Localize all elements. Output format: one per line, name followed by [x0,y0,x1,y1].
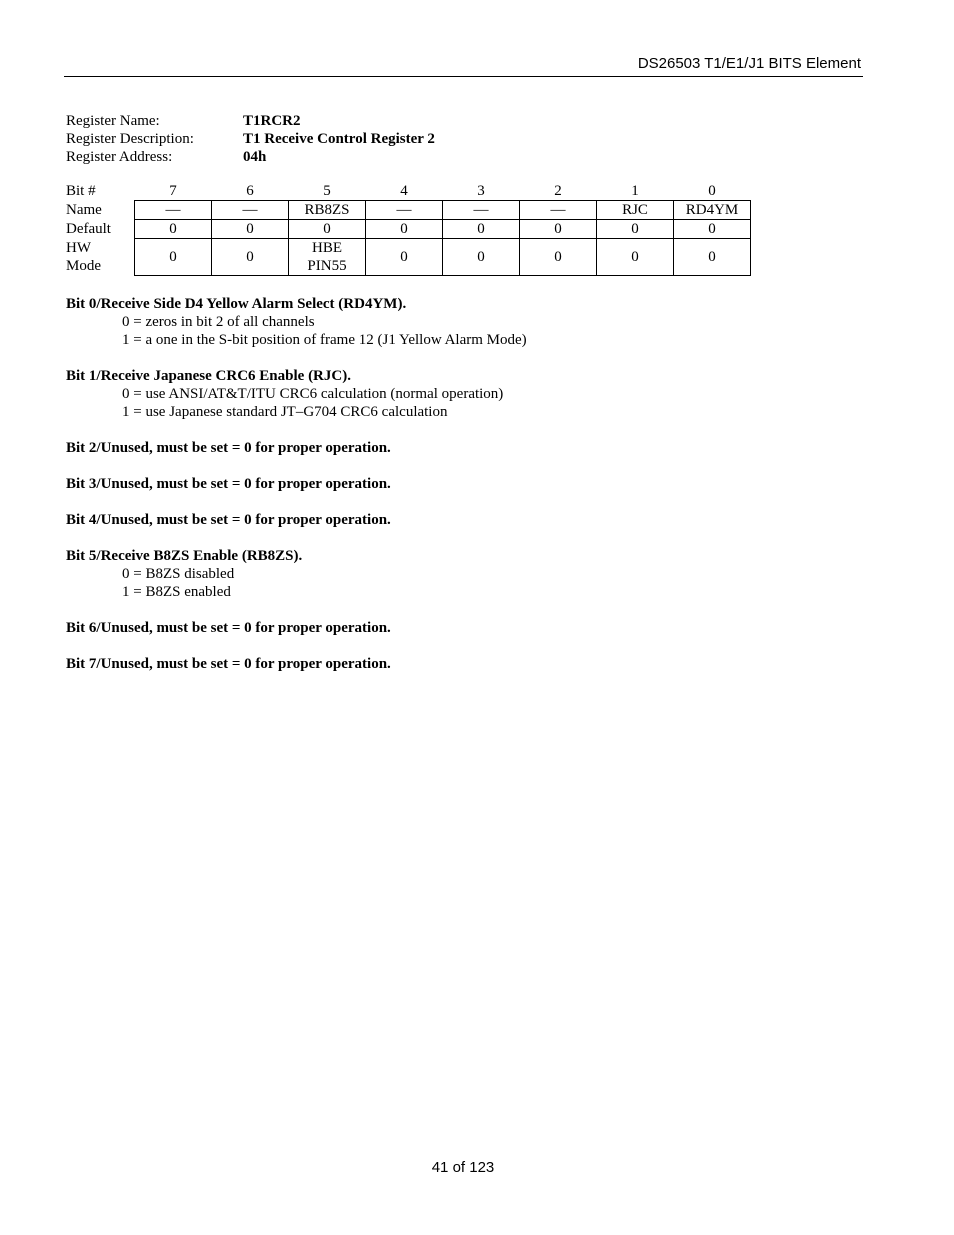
bit-name-cell: RD4YM [674,201,751,220]
bit-option: 1 = use Japanese standard JT–G704 CRC6 calculation [122,404,448,420]
bit-name-cell: RJC [597,201,674,220]
bit-description [66,619,866,637]
register-address-label: Register Address: [66,149,173,165]
page-number: 41 of 123 [431,1159,495,1176]
bit-description [66,295,866,349]
register-info [66,112,435,166]
bit-default-cell: 0 [520,220,597,239]
bit-option: 1 = B8ZS enabled [122,584,231,600]
bit-name-cell: RB8ZS [289,201,366,220]
bit-heading: Bit 2/Unused, must be set = 0 for proper operation. [66,440,391,456]
bit-hw-mode-cell: 0 [674,239,751,276]
bit-hw-mode-cell: 0 [135,239,212,276]
bit-description [66,655,866,673]
bit-description [66,511,866,529]
bit-default-cell: 0 [212,220,289,239]
bit-table [62,182,751,276]
bit-number: 1 [631,183,639,199]
bit-hw-mode-cell: 0 [597,239,674,276]
bit-default-cell: 0 [674,220,751,239]
register-name-row [66,112,435,130]
bit-default-cell: 0 [597,220,674,239]
hw-mode-line2: PIN55 [307,258,347,274]
bit-default-cell: 0 [135,220,212,239]
bit-number: 6 [246,183,254,199]
name-row [62,201,751,220]
bit-heading: Bit 0/Receive Side D4 Yellow Alarm Select (RD4YM). [66,296,407,312]
hw-mode-label-line2: Mode [66,258,101,274]
bit-number: 4 [400,183,408,199]
bit-heading: Bit 4/Unused, must be set = 0 for proper operation. [66,512,391,528]
register-name: T1RCR2 [243,113,301,129]
bit-option: 0 = use ANSI/AT&T/ITU CRC6 calculation (normal operation) [122,386,504,402]
name-label: Name [66,202,102,218]
bit-description [66,367,866,421]
bit-number: 2 [554,183,562,199]
bit-option: 1 = a one in the S-bit position of frame 12 (J1 Yellow Alarm Mode) [122,332,527,348]
bit-number: 5 [323,183,331,199]
hw-mode-row [62,239,751,276]
register-description: T1 Receive Control Register 2 [243,131,435,147]
bit-heading: Bit 5/Receive B8ZS Enable (RB8ZS). [66,548,303,564]
default-row [62,220,751,239]
bit-default-cell: 0 [443,220,520,239]
bit-number: 7 [169,183,177,199]
hw-mode-line1: HBE [312,240,342,256]
bit-hw-mode-cell: 0 [520,239,597,276]
default-label: Default [66,221,111,237]
bit-option: 0 = B8ZS disabled [122,566,235,582]
register-description-row [66,130,435,148]
bit-description [66,547,866,601]
bit-default-cell: 0 [289,220,366,239]
header-rule [64,76,863,77]
register-address: 04h [243,149,267,165]
header-title: DS26503 T1/E1/J1 BITS Element [637,55,861,72]
bit-name-cell: — [520,201,597,220]
hw-mode-label [62,239,135,276]
register-name-label: Register Name: [66,113,160,129]
bit-heading: Bit 6/Unused, must be set = 0 for proper operation. [66,620,391,636]
bit-heading: Bit 1/Receive Japanese CRC6 Enable (RJC). [66,368,351,384]
bit-heading: Bit 7/Unused, must be set = 0 for proper operation. [66,656,391,672]
bit-default-cell: 0 [366,220,443,239]
bit-hw-mode-cell: 0 [212,239,289,276]
bit-description [66,475,866,493]
bit-hw-mode-cell: 0 [443,239,520,276]
bit-descriptions [66,295,866,691]
bit-description [66,439,866,457]
bit-hw-mode-cell: 0 [366,239,443,276]
bit-hw-mode-cell [289,239,366,276]
register-address-row [66,148,435,166]
bit-name-cell: — [212,201,289,220]
bit-number: 0 [708,183,716,199]
register-description-label: Register Description: [66,131,194,147]
bit-name-cell: — [443,201,520,220]
bit-option: 0 = zeros in bit 2 of all channels [122,314,315,330]
bit-name-cell: — [366,201,443,220]
hw-mode-label-line1: HW [66,240,91,256]
bit-number: 3 [477,183,485,199]
bit-name-cell: — [135,201,212,220]
bit-number-row [62,182,751,201]
bit-heading: Bit 3/Unused, must be set = 0 for proper operation. [66,476,391,492]
bit-number-label: Bit # [66,183,96,200]
